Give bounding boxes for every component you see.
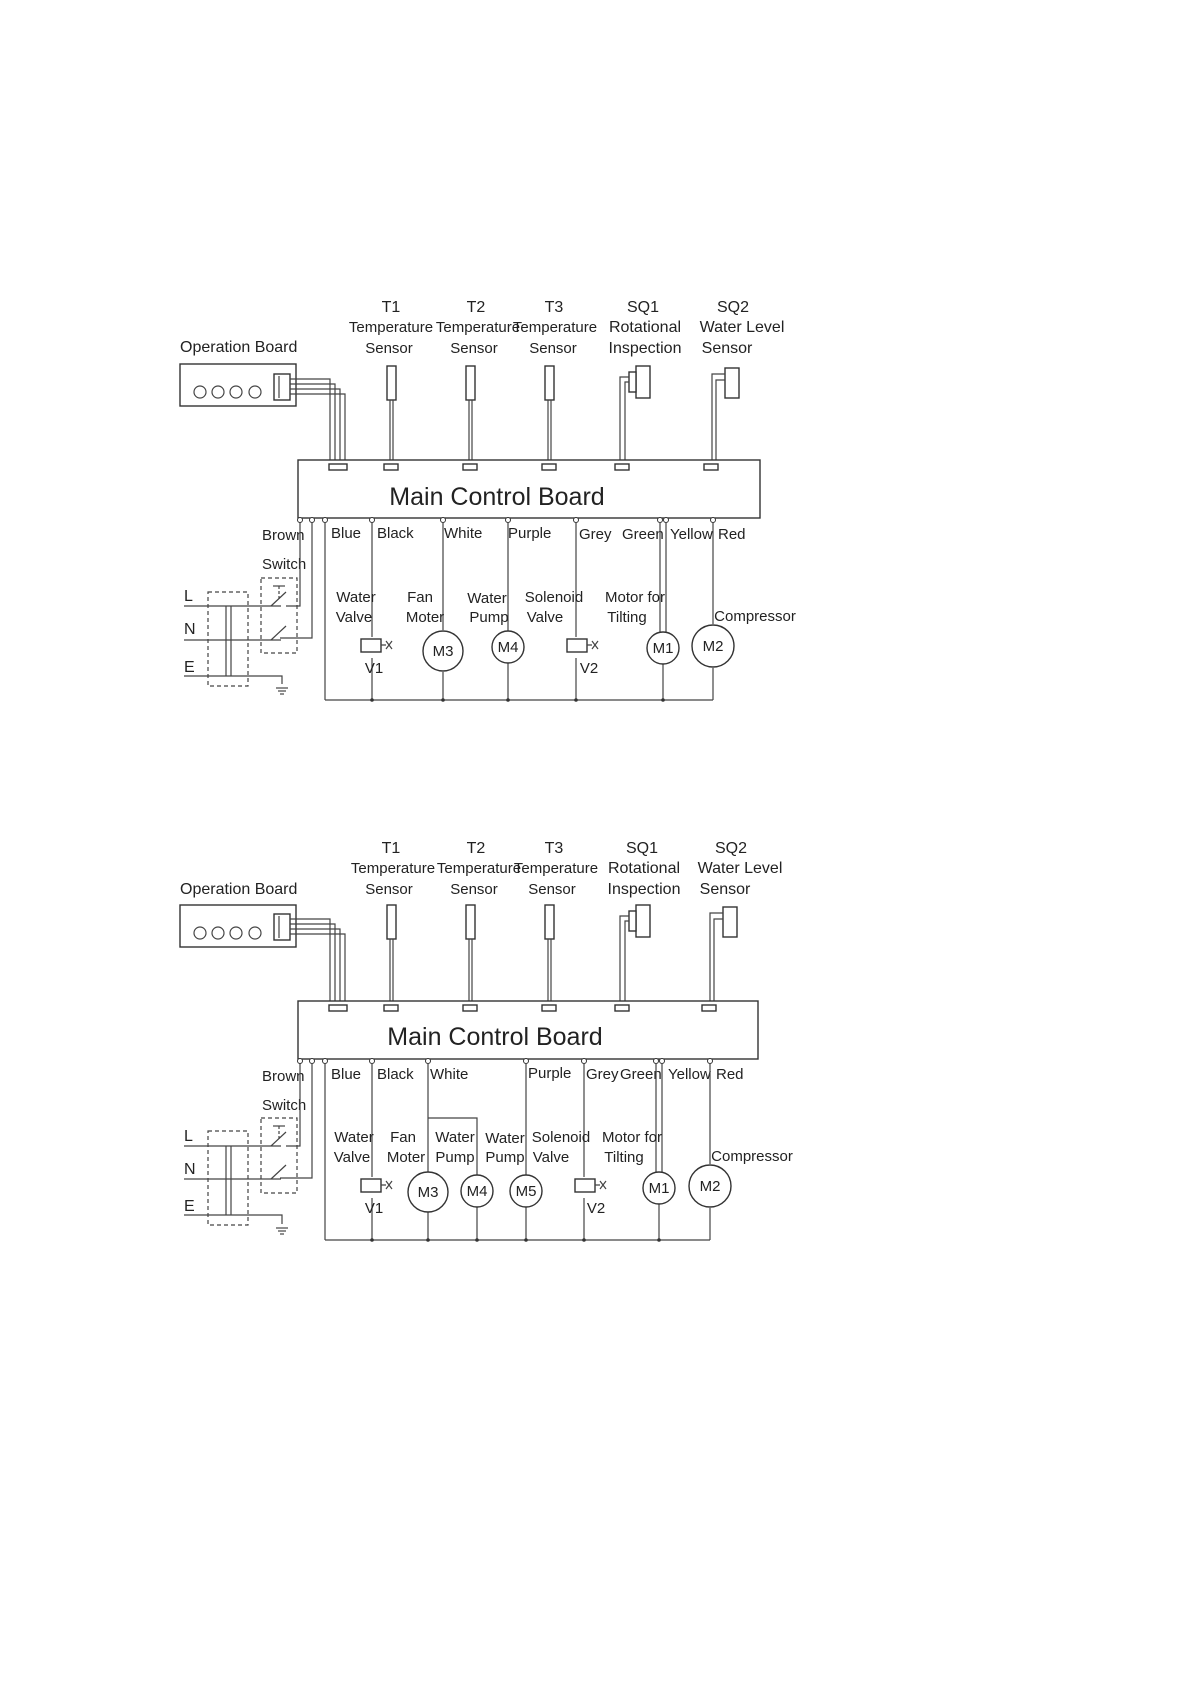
sensor-sq2-code: SQ2 [714, 840, 748, 857]
wire-purple-label: Purple [508, 525, 552, 542]
operation-board-label: Operation Board [180, 881, 298, 898]
sensor-sq1-line1: Rotational [608, 319, 682, 336]
component-water-valve-line2: Valve [335, 609, 373, 626]
wire-black-label: Black [377, 1066, 414, 1083]
component-water-pump-line2: Pump [469, 609, 509, 626]
component-fan-motor-line2: Moter [405, 609, 445, 626]
sensor-t1-code: T1 [381, 299, 401, 316]
sensor-sq2-line1: Water Level [697, 860, 783, 877]
main-control-board [298, 1001, 758, 1059]
component-labels [334, 1129, 793, 1166]
component-fan-motor-line1: Fan [407, 589, 433, 606]
sensor-t2-line1: Temperature [436, 860, 522, 877]
sensor-t3-line1: Temperature [513, 860, 599, 877]
symbol-v2: V2 [586, 1200, 606, 1217]
component-water-pump-2-line2: Pump [485, 1149, 525, 1166]
sensor-sq1-line2: Inspection [607, 881, 681, 898]
component-water-pump-2-line1: Water [485, 1130, 525, 1147]
component-compressor-label: Compressor [711, 1148, 793, 1165]
wire-purple-label: Purple [528, 1065, 572, 1082]
wire-green-label: Green [620, 1066, 662, 1083]
sensor-t3-line2: Sensor [528, 881, 576, 898]
wire-white-label: White [444, 525, 483, 542]
component-water-valve-line2: Valve [333, 1149, 371, 1166]
operation-board-label: Operation Board [180, 339, 298, 356]
wire-yellow-label: Yellow [670, 526, 713, 543]
symbol-m4: M4 [497, 639, 519, 656]
wire-brown-label: Brown [262, 527, 305, 544]
symbol-m3: M3 [417, 1184, 439, 1201]
sensor-sq1-line2: Inspection [608, 340, 682, 357]
component-solenoid-valve-line2: Valve [526, 609, 564, 626]
wire-blue-label: Blue [331, 525, 362, 542]
wire-blue-label: Blue [331, 1066, 362, 1083]
wire-grey-label: Grey [579, 526, 612, 543]
component-symbols [361, 625, 734, 677]
sensor-labels [349, 299, 785, 357]
component-tilting-motor-line1: Motor for [604, 589, 666, 606]
sensor-t3-line1: Temperature [512, 319, 598, 336]
sensor-sq1-code: SQ1 [626, 299, 660, 316]
component-compressor-label: Compressor [714, 608, 796, 625]
sensor-t1-line1: Temperature [348, 319, 434, 336]
main-control-board [298, 460, 760, 518]
sensor-sq2-line2: Sensor [699, 881, 751, 898]
component-symbols [361, 1165, 731, 1217]
sensor-t2-line2: Sensor [450, 881, 498, 898]
symbol-m4: M4 [466, 1183, 488, 1200]
component-water-pump-1-line1: Water [435, 1129, 475, 1146]
component-water-pump-1-line2: Pump [435, 1149, 475, 1166]
power-e-label: E [184, 1198, 195, 1215]
main-control-board-label: Main Control Board [387, 1023, 603, 1051]
component-water-valve-line1: Water [334, 1129, 374, 1146]
switch-label: Switch [262, 1097, 307, 1114]
symbol-m1: M1 [652, 640, 674, 657]
wire-white-label: White [430, 1066, 469, 1083]
main-control-board-label: Main Control Board [389, 483, 605, 511]
component-tilting-motor-line2: Tilting [604, 1149, 644, 1166]
wiring-diagram-1 [180, 299, 796, 702]
wiring-diagram-2 [180, 840, 793, 1242]
component-water-pump-line1: Water [467, 590, 507, 607]
symbol-v1: V1 [364, 660, 384, 677]
component-tilting-motor-line2: Tilting [607, 609, 647, 626]
power-e-label: E [184, 659, 195, 676]
wire-color-labels [262, 525, 746, 544]
wire-red-label: Red [718, 526, 746, 543]
symbol-v2: V2 [579, 660, 599, 677]
sensor-t2-line2: Sensor [450, 340, 498, 357]
sensor-t1-line1: Temperature [350, 860, 436, 877]
sensor-sq2-line1: Water Level [699, 319, 785, 336]
power-l-label: L [184, 1128, 193, 1145]
sensor-sq1-line1: Rotational [607, 860, 681, 877]
symbol-m2: M2 [699, 1178, 721, 1195]
component-solenoid-valve-line2: Valve [532, 1149, 570, 1166]
component-solenoid-valve-line1: Solenoid [524, 589, 584, 606]
sensor-t3-line2: Sensor [529, 340, 577, 357]
symbol-m5: M5 [515, 1183, 537, 1200]
wire-color-labels [262, 1065, 744, 1085]
symbol-m1: M1 [648, 1180, 670, 1197]
sensor-sq2-line2: Sensor [701, 340, 753, 357]
wire-black-label: Black [377, 525, 414, 542]
sensor-t1-line2: Sensor [365, 340, 413, 357]
power-n-label: N [184, 1161, 196, 1178]
sensor-t3-code: T3 [544, 299, 564, 316]
symbol-m2: M2 [702, 638, 724, 655]
sensor-probes [387, 366, 739, 462]
wire-green-label: Green [622, 526, 664, 543]
power-l-label: L [184, 588, 193, 605]
power-n-label: N [184, 621, 196, 638]
component-water-valve-line1: Water [336, 589, 376, 606]
sensor-labels [351, 840, 783, 898]
symbol-v1: V1 [364, 1200, 384, 1217]
sensor-sq1-code: SQ1 [625, 840, 659, 857]
component-tilting-motor-line1: Motor for [601, 1129, 663, 1146]
wire-brown-label: Brown [262, 1068, 305, 1085]
sensor-probes [387, 905, 737, 1003]
sensor-t1-line2: Sensor [365, 881, 413, 898]
switch-label: Switch [262, 556, 307, 573]
sensor-t2-code: T2 [466, 299, 486, 316]
component-labels [336, 589, 796, 626]
operation-board [180, 905, 345, 1003]
wire-red-label: Red [716, 1066, 744, 1083]
operation-board [180, 364, 345, 462]
sensor-sq2-code: SQ2 [716, 299, 750, 316]
sensor-t3-code: T3 [544, 840, 564, 857]
sensor-t2-code: T2 [466, 840, 486, 857]
component-fan-motor-line2: Moter [386, 1149, 426, 1166]
wire-yellow-label: Yellow [668, 1066, 711, 1083]
symbol-m3: M3 [432, 643, 454, 660]
component-fan-motor-line1: Fan [390, 1129, 416, 1146]
sensor-t2-line1: Temperature [435, 319, 521, 336]
component-solenoid-valve-line1: Solenoid [531, 1129, 591, 1146]
wire-grey-label: Grey [586, 1066, 619, 1083]
sensor-t1-code: T1 [381, 840, 401, 857]
